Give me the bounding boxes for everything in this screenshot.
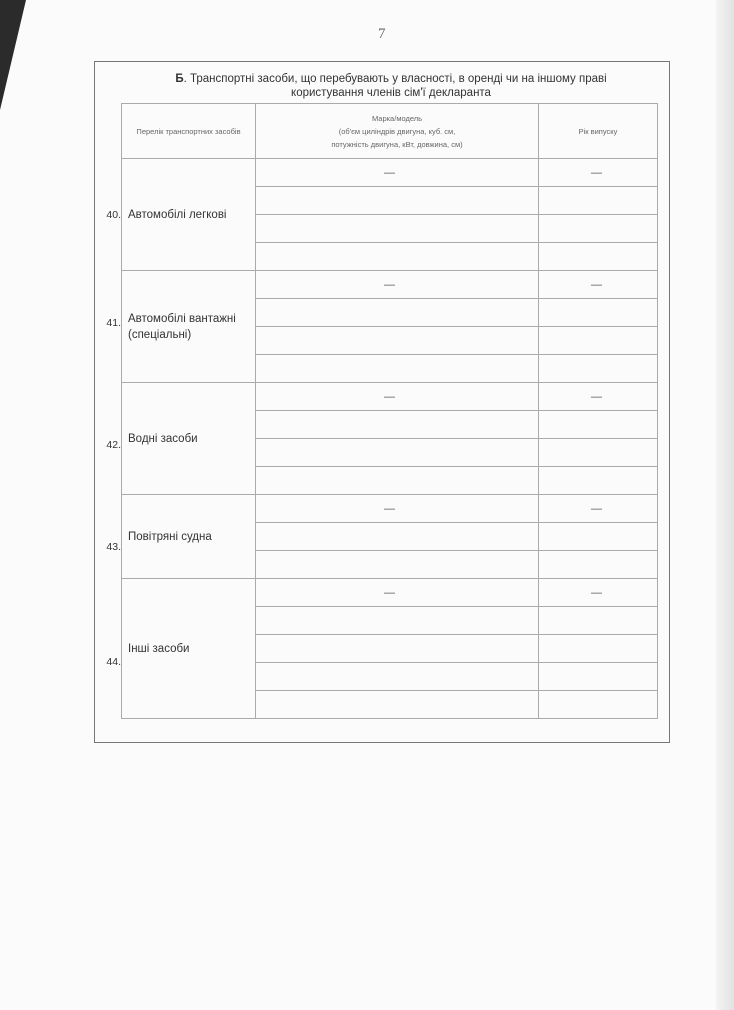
row-number-43: 43. [106,541,121,553]
row-number-42: 42. [106,439,121,451]
table-row [122,495,658,523]
year-cell [539,159,658,187]
header-model-line3: потужність двигуна, кВт, довжина, см) [331,139,463,149]
table-header-row [122,104,658,159]
year-dash: — [591,503,602,515]
scan-shadow-left [0,0,26,110]
year-dash: — [591,167,602,179]
model-cell [256,215,539,243]
model-cell [256,579,539,607]
model-cell [256,663,539,691]
year-cell [539,523,658,551]
category-label-2: (спеціальні) [128,328,192,341]
category-label: Автомобілі легкові [128,208,227,221]
section-title [126,72,656,100]
category-water [122,383,256,495]
year-cell [539,243,658,271]
scan-shadow-right [716,0,734,1010]
year-cell [539,383,658,411]
year-cell [539,355,658,383]
section-title-line1: . Транспортні засоби, що перебувають у власності, в оренді чи на іншому праві [183,73,607,85]
model-cell [256,635,539,663]
year-cell [539,551,658,579]
model-cell [256,551,539,579]
model-cell [256,495,539,523]
model-cell [256,327,539,355]
year-cell [539,467,658,495]
year-dash: — [591,391,602,403]
row-number-44: 44. [106,656,121,668]
year-cell [539,411,658,439]
model-cell [256,243,539,271]
model-cell [256,271,539,299]
model-dash: — [384,279,395,291]
category-trucks [122,271,256,383]
section-title-line2: користування членів сім'ї декларанта [291,87,491,99]
year-dash: — [591,279,602,291]
model-cell [256,187,539,215]
model-cell [256,607,539,635]
row-number-40: 40. [106,209,121,221]
model-cell [256,299,539,327]
category-label: Інші засоби [128,642,190,655]
header-year: Рік випуску [539,104,658,159]
year-dash: — [591,587,602,599]
category-cars [122,159,256,271]
model-cell [256,355,539,383]
model-cell [256,383,539,411]
category-aircraft [122,495,256,579]
year-cell [539,327,658,355]
header-vehicle-list: Перелік транспортних засобів [122,104,256,159]
model-dash: — [384,167,395,179]
model-cell [256,691,539,719]
header-model-line2: (об'єм циліндрів двигуна, куб. см, [338,126,456,136]
model-dash: — [384,503,395,515]
row-number-41: 41. [106,317,121,329]
model-cell [256,159,539,187]
header-model-line1: Марка/модель [371,113,423,123]
model-cell [256,523,539,551]
year-cell [539,607,658,635]
model-cell [256,411,539,439]
year-cell [539,439,658,467]
year-cell [539,691,658,719]
vehicles-table [121,103,658,719]
year-cell [539,187,658,215]
category-label: Автомобілі вантажні [128,312,236,325]
model-cell [256,467,539,495]
table-row [122,271,658,299]
year-cell [539,663,658,691]
model-dash: — [384,587,395,599]
year-cell [539,271,658,299]
category-label: Повітряні судна [128,530,212,543]
table-row [122,579,658,607]
year-cell [539,495,658,523]
year-cell [539,579,658,607]
section-letter: Б [175,73,184,85]
model-dash: — [384,391,395,403]
year-cell [539,299,658,327]
year-cell [539,635,658,663]
table-row [122,383,658,411]
category-label: Водні засоби [128,432,198,445]
header-model [256,104,539,159]
year-cell [539,215,658,243]
table-row [122,159,658,187]
model-cell [256,439,539,467]
page-number: 7 [378,26,386,42]
category-other [122,579,256,719]
